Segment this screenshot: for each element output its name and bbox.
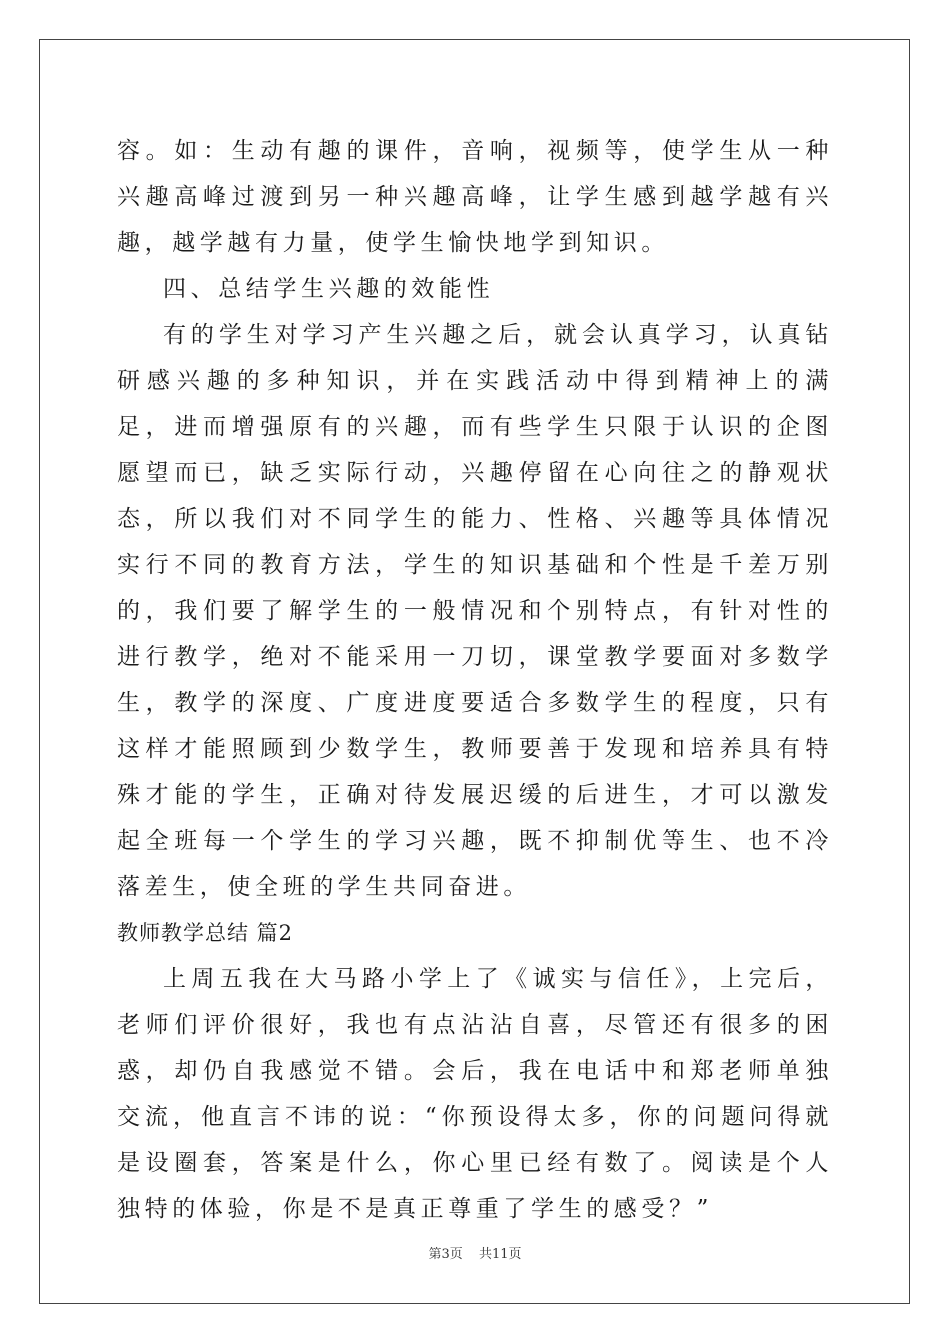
paragraph-lesson-reflection: 上周五我在大马路小学上了《诚实与信任》，上完后，老师们评价很好，我也有点沾沾自喜，尽管还有很多的困惑，却仍自我感觉不错。会后，我在电话中和郑老师单独交流，他直言不讳的说：“你预设得太多，你的问题问得就是设圈套，答案是什么，你心里已经有数了。阅读是个人独特的体验，你是不是真正尊重了学生的感受？” xyxy=(117,966,833,1222)
document-body xyxy=(117,128,833,1232)
page-total: 共11页 xyxy=(478,1247,522,1262)
paragraph-interest-effectiveness: 有的学生对学习产生兴趣之后，就会认真学习，认真钻研感兴趣的多种知识，并在实践活动中得到精神上的满足，进而增强原有的兴趣，而有些学生只限于认识的企图愿望而已，缺乏实际行动，兴趣停留在心向往之的静观状态，所以我们对不同学生的能力、性格、兴趣等具体情况实行不同的教育方法，学生的知识基础和个性是千差万别的，我们要了解学生的一般情况和个别特点，有针对性的进行教学，绝对不能采用一刀切，课堂教学要面对多数学生，教学的深度、广度进度要适合多数学生的程度，只有这样才能照顾到少数学生，教师要善于发现和培养具有特殊才能的学生，正确对待发展迟缓的后进生，才可以激发起全班每一个学生的学习兴趣，既不抑制优等生、也不冷落差生，使全班的学生共同奋进。 xyxy=(117,322,833,900)
section-heading: 四、总结学生兴趣的效能性 xyxy=(163,276,495,302)
page-footer xyxy=(0,1246,950,1264)
paragraph-continuation: 容。如：生动有趣的课件，音响，视频等，使学生从一种兴趣高峰过渡到另一种兴趣高峰，让学生感到越学越有兴趣，越学越有力量，使学生愉快地学到知识。 xyxy=(117,138,833,256)
page-number: 第3页 xyxy=(428,1247,463,1262)
article-title: 教师教学总结 篇2 xyxy=(117,921,294,945)
